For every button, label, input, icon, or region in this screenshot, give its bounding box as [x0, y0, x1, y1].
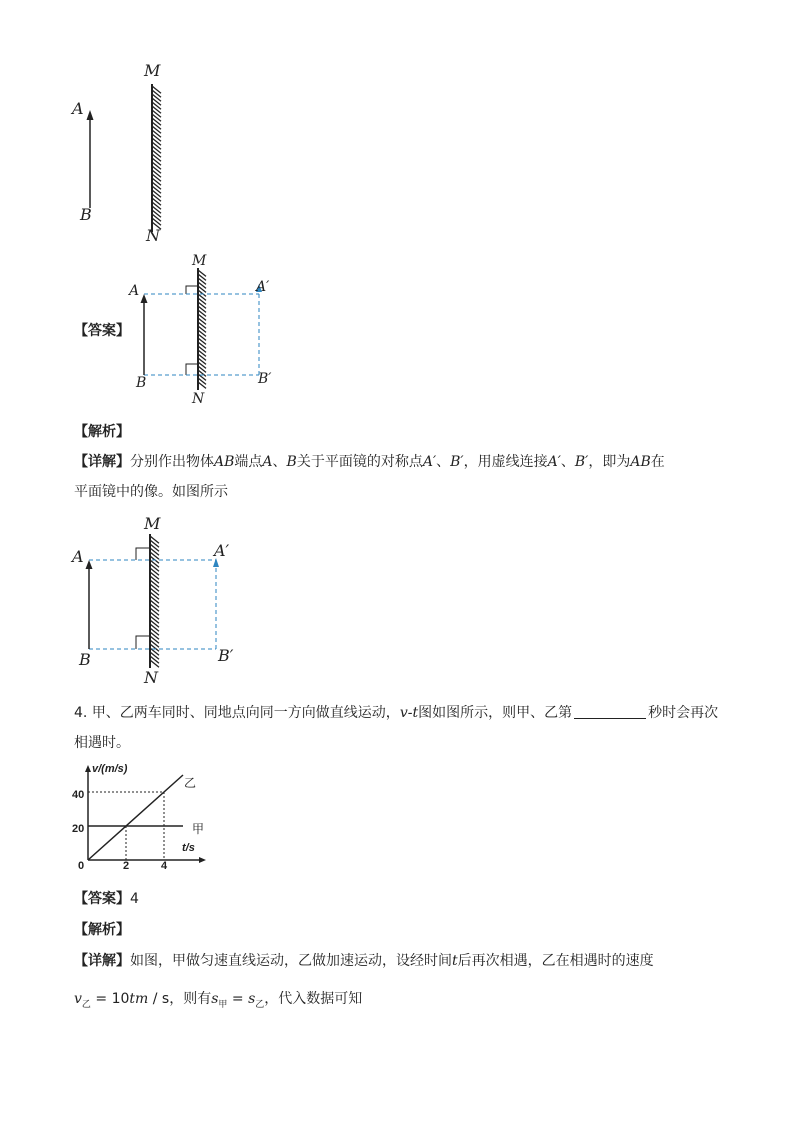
y-tick-40: 40	[72, 789, 85, 801]
x-axis-arrow	[199, 857, 206, 863]
y-axis-label: v/(m/s)	[92, 763, 128, 775]
figure-mirror-object	[60, 60, 220, 250]
label-b: B	[80, 205, 92, 224]
label-n: N	[192, 391, 205, 407]
label-a-prime: A′	[214, 541, 230, 560]
label-b-prime: B′	[218, 646, 234, 665]
x-tick-4: 4	[161, 860, 168, 872]
x-axis-label: t/s	[182, 842, 195, 854]
figure-analysis-1	[66, 512, 246, 690]
vt-chart	[66, 758, 216, 880]
y-axis-arrow	[85, 765, 91, 772]
label-a: A	[72, 99, 84, 118]
y-tick-20: 20	[72, 823, 85, 835]
question-number: 4.	[74, 705, 88, 721]
answer-tag: 【答案】	[74, 891, 130, 907]
answer-blank[interactable]	[574, 704, 646, 719]
right-angle-mark-bottom	[186, 364, 198, 375]
object-arrow-head	[141, 294, 148, 303]
label-b-prime: B′	[258, 371, 272, 387]
analysis-tag-4: 【解析】	[74, 922, 130, 938]
question-4-line-2: 相遇时。	[74, 735, 130, 751]
label-a: A	[72, 547, 84, 566]
label-m: M	[144, 61, 161, 80]
detail-tag: 【详解】	[74, 953, 130, 969]
label-b: B	[136, 375, 147, 391]
x-tick-2: 2	[123, 860, 130, 872]
analysis-4-line-2: $v_乙 = 10tm / s$，则有$s_甲 = s_乙$，代入数据可知	[74, 991, 363, 1010]
mirror-hatching	[150, 536, 159, 667]
right-angle-mark-top	[136, 548, 150, 560]
series-label-yi: 乙	[184, 776, 197, 790]
mirror-hatching	[198, 270, 206, 388]
detail-tag: 【详解】	[74, 454, 130, 470]
right-angle-mark-bottom	[136, 636, 150, 649]
label-n: N	[144, 668, 158, 687]
figure-answer-1	[126, 250, 286, 410]
label-m: M	[192, 253, 207, 269]
right-angle-mark-top	[186, 286, 198, 294]
label-m: M	[144, 514, 161, 533]
x-tick-0: 0	[78, 860, 85, 872]
series-label-jia: 甲	[192, 822, 205, 836]
label-a: A	[129, 283, 140, 299]
label-n: N	[146, 226, 160, 245]
answer-tag: 【答案】	[74, 323, 130, 339]
label-a-prime: A′	[256, 279, 270, 295]
series-line-1	[88, 775, 183, 860]
analysis-4-line-1: 【详解】如图，甲做匀速直线运动，乙做加速运动，设经时间t后再次相遇，乙在相遇时的速度	[74, 953, 654, 969]
analysis-detail-line-1: 【详解】分别作出物体AB端点A、B关于平面镜的对称点A′、B′，用虚线连接A′、B′，即为AB在	[74, 454, 665, 470]
answer-value: 4	[130, 891, 139, 907]
question-4-line-1: 4. 甲、乙两车同时、同地点向同一方向做直线运动，v-t图如图所示，则甲、乙第 秒时会再次	[74, 705, 719, 721]
object-arrow-head	[87, 110, 94, 120]
analysis-tag: 【解析】	[74, 424, 130, 440]
answer-4	[74, 890, 139, 908]
label-b: B	[79, 650, 91, 669]
analysis-detail-line-2: 平面镜中的像。如图所示	[74, 484, 228, 500]
object-arrow-head	[86, 560, 93, 569]
mirror-hatching	[152, 86, 161, 229]
